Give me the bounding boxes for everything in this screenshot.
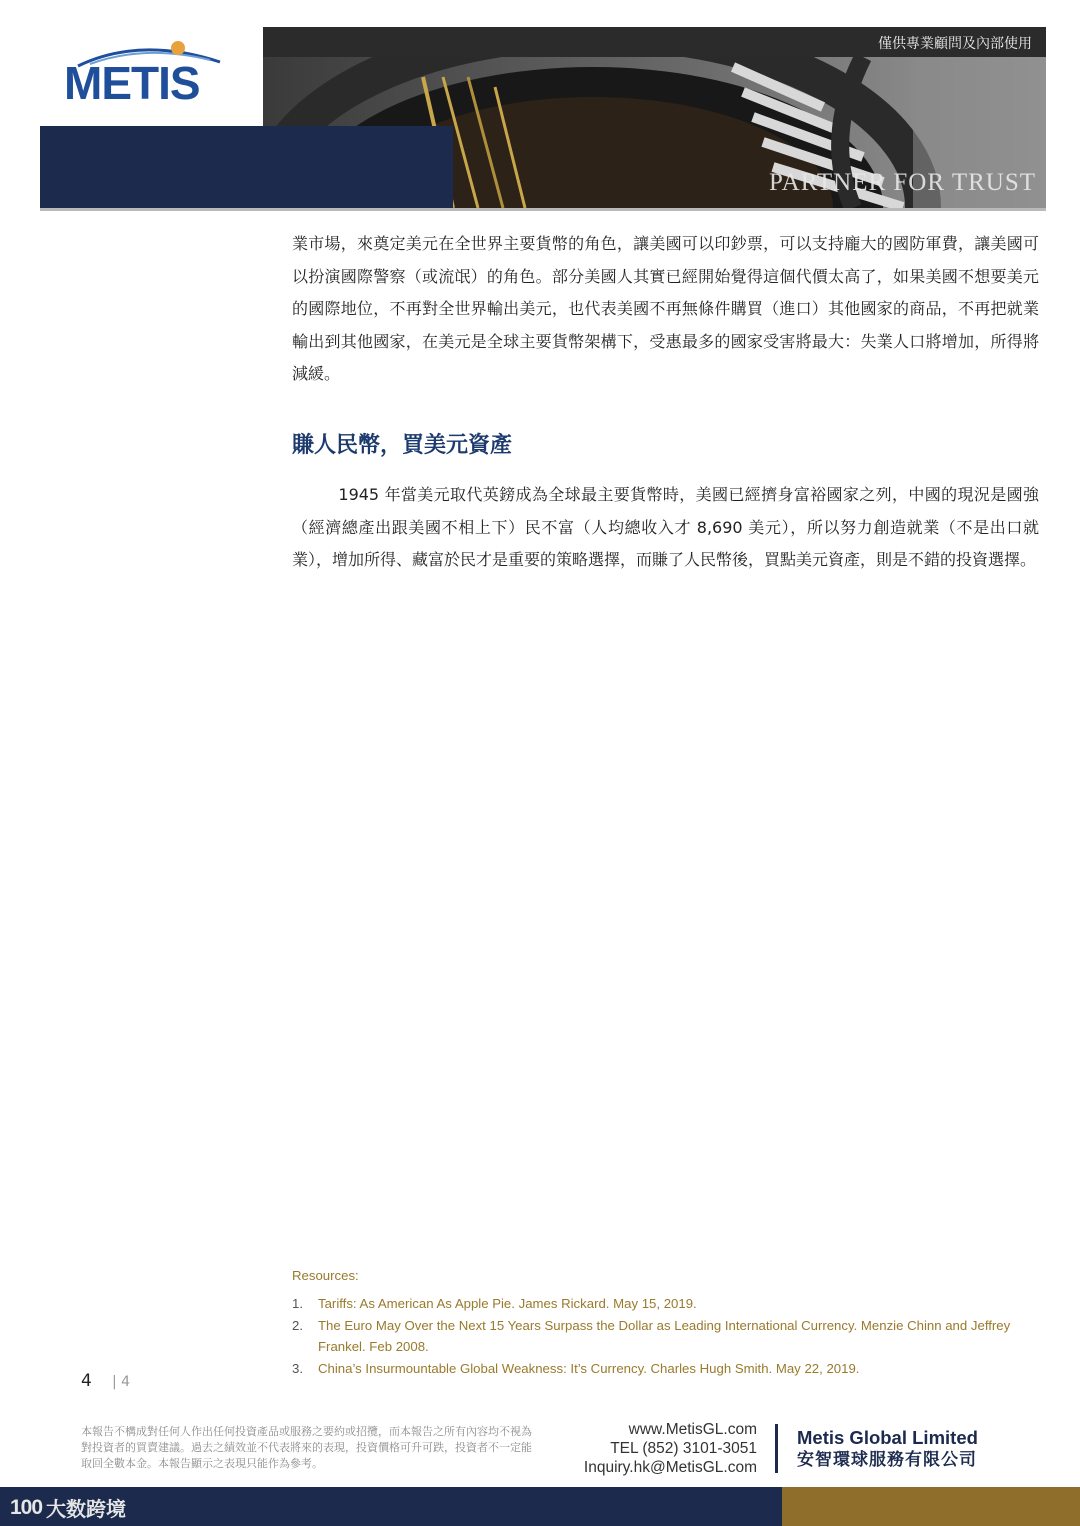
section-heading: 賺人民幣，買美元資產 xyxy=(292,433,513,458)
body-paragraph-2 xyxy=(292,479,1039,577)
company-name-zh: 安智環球服務有限公司 xyxy=(797,1450,977,1469)
internal-use-notice: 僅供專業顧問及內部使用 xyxy=(878,36,1032,52)
resource-text: The Euro May Over the Next 15 Years Surpass the Dollar as Leading International Currency. Menzie Chinn and Jeffrey Frankel. Feb 2008. xyxy=(318,1317,1011,1354)
resources-section xyxy=(292,1268,1052,1379)
resource-item xyxy=(292,1358,1052,1380)
paragraph-text: 1945 年當美元取代英鎊成為全球最主要貨幣時，美國已經擠身富裕國家之列，中國的現況是國強（經濟總產出跟美國不相上下）民不富（人均總收入才 8,690 美元），所以努力創造就業（不是出口就業），增加所得、藏富於民才是重要的策略選擇，而賺了人民幣後，買點美元資產，則是不錯的投資選擇。 xyxy=(292,485,1039,570)
resource-text: Tariffs: As American As Apple Pie. James Rickard. May 15, 2019. xyxy=(318,1296,697,1311)
partner-for-trust-tagline: PARTNER FOR TRUST xyxy=(769,169,1036,196)
resource-text: China’s Insurmountable Global Weakness: It’s Currency. Charles Hugh Smith. May 22, 2019. xyxy=(318,1360,860,1376)
footer-disclaimer: 本報告不構成對任何人作出任何投資產品或服務之要約或招攬，而本報告之所有內容均不視為對投資者的買賣建議。過去之績效並不代表將來的表現，投資價格可升可跌，投資者不一定能取回全數本金。本報告顯示之表現只能作為參考。 xyxy=(81,1425,532,1470)
footer-divider xyxy=(775,1424,778,1473)
page-number-secondary: | 4 xyxy=(112,1374,131,1390)
resources-title: Resources: xyxy=(292,1268,359,1283)
email-link[interactable]: Inquiry.hk@MetisGL.com xyxy=(583,1459,757,1476)
resource-number: 1. xyxy=(292,1296,303,1311)
telephone: TEL (852) 3101-3051 xyxy=(610,1440,757,1457)
resource-item xyxy=(292,1315,1052,1358)
logo-wordmark: METIS xyxy=(64,57,200,109)
company-name xyxy=(797,1427,978,1471)
watermark-text: 大数跨境 xyxy=(46,1497,127,1521)
page-number: 4 xyxy=(81,1371,92,1391)
resource-item xyxy=(292,1293,1052,1315)
body-paragraph-1 xyxy=(292,228,1039,391)
internal-use-notice-bar xyxy=(263,27,1046,57)
resource-number: 2. xyxy=(292,1317,303,1333)
header-navy-block xyxy=(40,126,453,208)
resource-number: 3. xyxy=(292,1360,303,1376)
header-divider xyxy=(40,208,1046,211)
metis-logo xyxy=(60,36,225,110)
company-name-en: Metis Global Limited xyxy=(797,1427,978,1448)
footer-gold-band xyxy=(782,1487,1080,1526)
watermark-logo-icon: 100 xyxy=(10,1495,43,1519)
paragraph-text: 業市場，來奠定美元在全世界主要貨幣的角色，讓美國可以印鈔票，可以支持龐大的國防軍費，讓美國可以扮演國際警察（或流氓）的角色。部分美國人其實已經開始覺得這個代價太高了，如果美國不想要美元的國際地位，不再對全世界輸出美元，也代表美國不再無條件購買（進口）其他國家的商品，不再把就業輸出到其他國家，在美元是全球主要貨幣架構下，受惠最多的國家受害將最大：失業人口將增加，所得將減緩。 xyxy=(292,234,1039,384)
resources-list xyxy=(292,1293,1052,1379)
watermark xyxy=(10,1493,126,1522)
footer-contact xyxy=(560,1420,757,1477)
website-link[interactable]: www.MetisGL.com xyxy=(628,1421,757,1438)
